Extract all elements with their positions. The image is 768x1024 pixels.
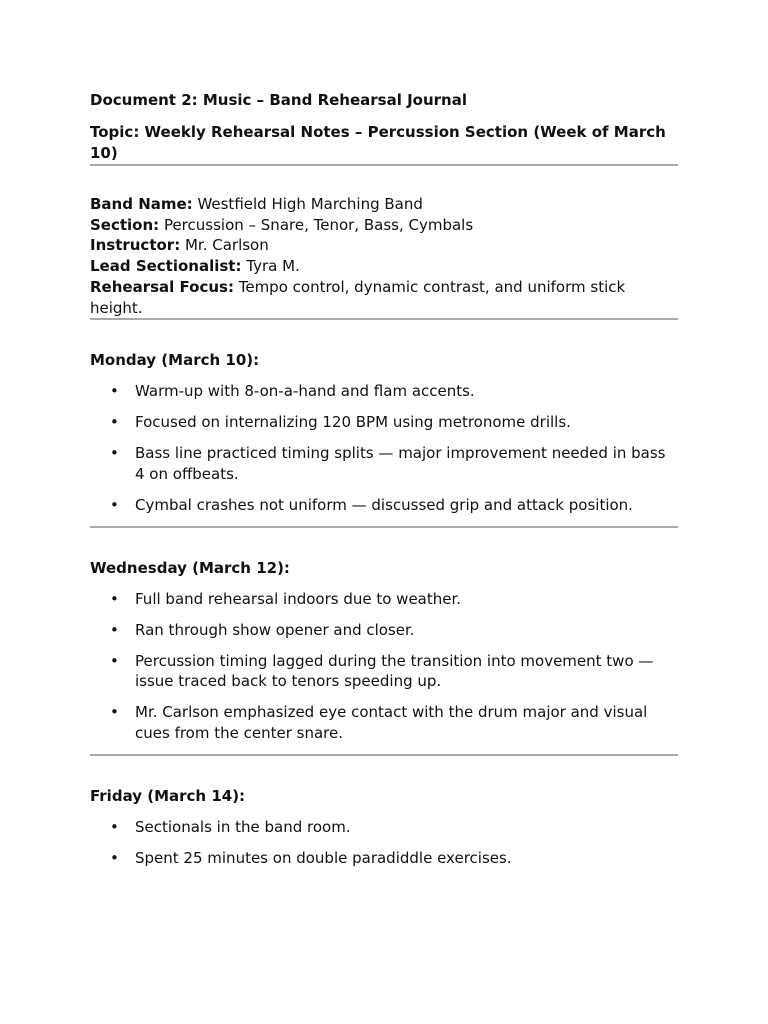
note-text: Bass line practiced timing splits — major improvement needed in bass 4 on offbeats. [135, 444, 666, 483]
bullet-icon: • [110, 703, 119, 722]
note-text: Cymbal crashes not uniform — discussed grip and attack position. [135, 495, 633, 514]
bullet-icon: • [110, 848, 119, 867]
note-text: Mr. Carlson emphasized eye contact with the drum major and visual cues from the center snare. [135, 703, 648, 742]
section-label: Section: [90, 215, 160, 234]
divider [90, 164, 678, 166]
day-heading: Friday (March 14): [90, 786, 246, 805]
bullet-icon: • [110, 620, 119, 639]
note-text: Sectionals in the band room. [135, 817, 351, 836]
list-item [90, 381, 678, 402]
notes-list [90, 381, 678, 515]
list-item [90, 702, 678, 743]
band-info-block [90, 194, 678, 318]
note-text: Focused on internalizing 120 BPM using metronome drills. [135, 413, 571, 432]
band-name-label: Band Name: [90, 195, 193, 213]
note-text: Spent 25 minutes on double paradiddle exercises. [135, 848, 512, 867]
divider [90, 318, 678, 320]
rehearsal-focus-label: Rehearsal Focus: [90, 277, 234, 296]
list-item [90, 817, 678, 838]
list-item [90, 651, 678, 692]
instructor-value: Mr. Carlson [180, 236, 269, 255]
list-item [90, 495, 678, 516]
instructor-label: Instructor: [90, 236, 181, 255]
rehearsal-focus-line [90, 277, 678, 318]
lead-sectionalist-line [90, 256, 678, 277]
notes-list [90, 817, 678, 869]
note-text: Full band rehearsal indoors due to weather. [135, 589, 462, 608]
list-item [90, 589, 678, 610]
note-text: Warm-up with 8-on-a-hand and flam accents. [135, 382, 475, 401]
bullet-icon: • [110, 589, 119, 608]
lead-sectionalist-label: Lead Sectionalist: [90, 257, 242, 276]
rehearsal-focus-value: Tempo control, dynamic contrast, and uniform stick height. [90, 277, 626, 317]
document-title: Document 2: Music – Band Rehearsal Journal [90, 91, 467, 109]
band-name-value: Westfield High Marching Band [192, 195, 423, 213]
instructor-line [90, 235, 678, 256]
section-value: Percussion – Snare, Tenor, Bass, Cymbals [159, 215, 474, 234]
note-text: Percussion timing lagged during the transition into movement two — issue traced back to tenors speeding up. [135, 651, 654, 691]
lead-sectionalist-value: Tyra M. [241, 257, 300, 276]
list-item [90, 412, 678, 433]
day-heading: Monday (March 10): [90, 351, 260, 370]
bullet-icon: • [110, 651, 119, 670]
bullet-icon: • [110, 495, 119, 514]
divider [90, 754, 678, 756]
divider [90, 526, 678, 528]
document-content [90, 90, 678, 879]
bullet-icon: • [110, 444, 119, 463]
band-name-line [90, 194, 678, 215]
document-topic: Topic: Weekly Rehearsal Notes – Percussion Section (Week of March 10) [90, 123, 666, 162]
section-line [90, 215, 678, 236]
day-section-friday [90, 786, 678, 869]
list-item [90, 620, 678, 641]
list-item [90, 443, 678, 484]
bullet-icon: • [110, 817, 119, 836]
day-heading: Wednesday (March 12): [90, 558, 290, 577]
notes-list [90, 589, 678, 744]
note-text: Ran through show opener and closer. [135, 620, 415, 639]
bullet-icon: • [110, 413, 119, 432]
day-section-wednesday [90, 558, 678, 744]
day-section-monday [90, 350, 678, 515]
bullet-icon: • [110, 382, 119, 401]
list-item [90, 848, 678, 869]
